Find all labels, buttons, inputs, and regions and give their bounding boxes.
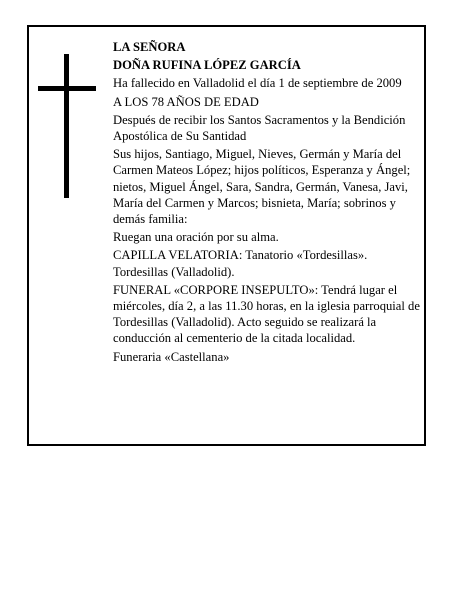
chapel-info: CAPILLA VELATORIA: Tanatorio «Tordesillas». Tordesillas (Valladolid). (113, 248, 368, 279)
cross-vertical-bar (64, 54, 69, 198)
deceased-name: DOÑA RUFINA LÓPEZ GARCÍA (113, 58, 301, 73)
age-line: A LOS 78 AÑOS DE EDAD (113, 94, 259, 109)
funeral-info: FUNERAL «CORPORE INSEPULTO»: Tendrá lugar el miércoles, día 2, a las 11.30 horas, en la iglesia parroquial de Tordesillas (Valladolid). Acto seguido se realizará la conducción al cementerio de la citada localidad. (113, 282, 420, 346)
prayer-request: Ruegan una oración por su alma. (113, 230, 279, 245)
obituary-text (113, 39, 425, 367)
family-list: Sus hijos, Santiago, Miguel, Nieves, Germán y María del Carmen Mateos López; hijos políticos, Esperanza y Ángel; nietos, Miguel Ángel, Sara, Sandra, Germán, Vanesa, Javi, María del Carmen y Marcos; bisnieta, María; sobrinos y demás familia: (113, 147, 411, 227)
sacraments-line: Después de recibir los Santos Sacramentos y la Bendición Apostólica de Su Santidad (113, 112, 406, 144)
notice-title: LA SEÑORA (113, 40, 186, 54)
cross-horizontal-bar (38, 86, 96, 91)
death-line: Ha fallecido en Valladolid el día 1 de septiembre de 2009 (113, 76, 402, 91)
funeral-home: Funeraria «Castellana» (113, 349, 230, 364)
latin-cross-icon (38, 54, 96, 198)
